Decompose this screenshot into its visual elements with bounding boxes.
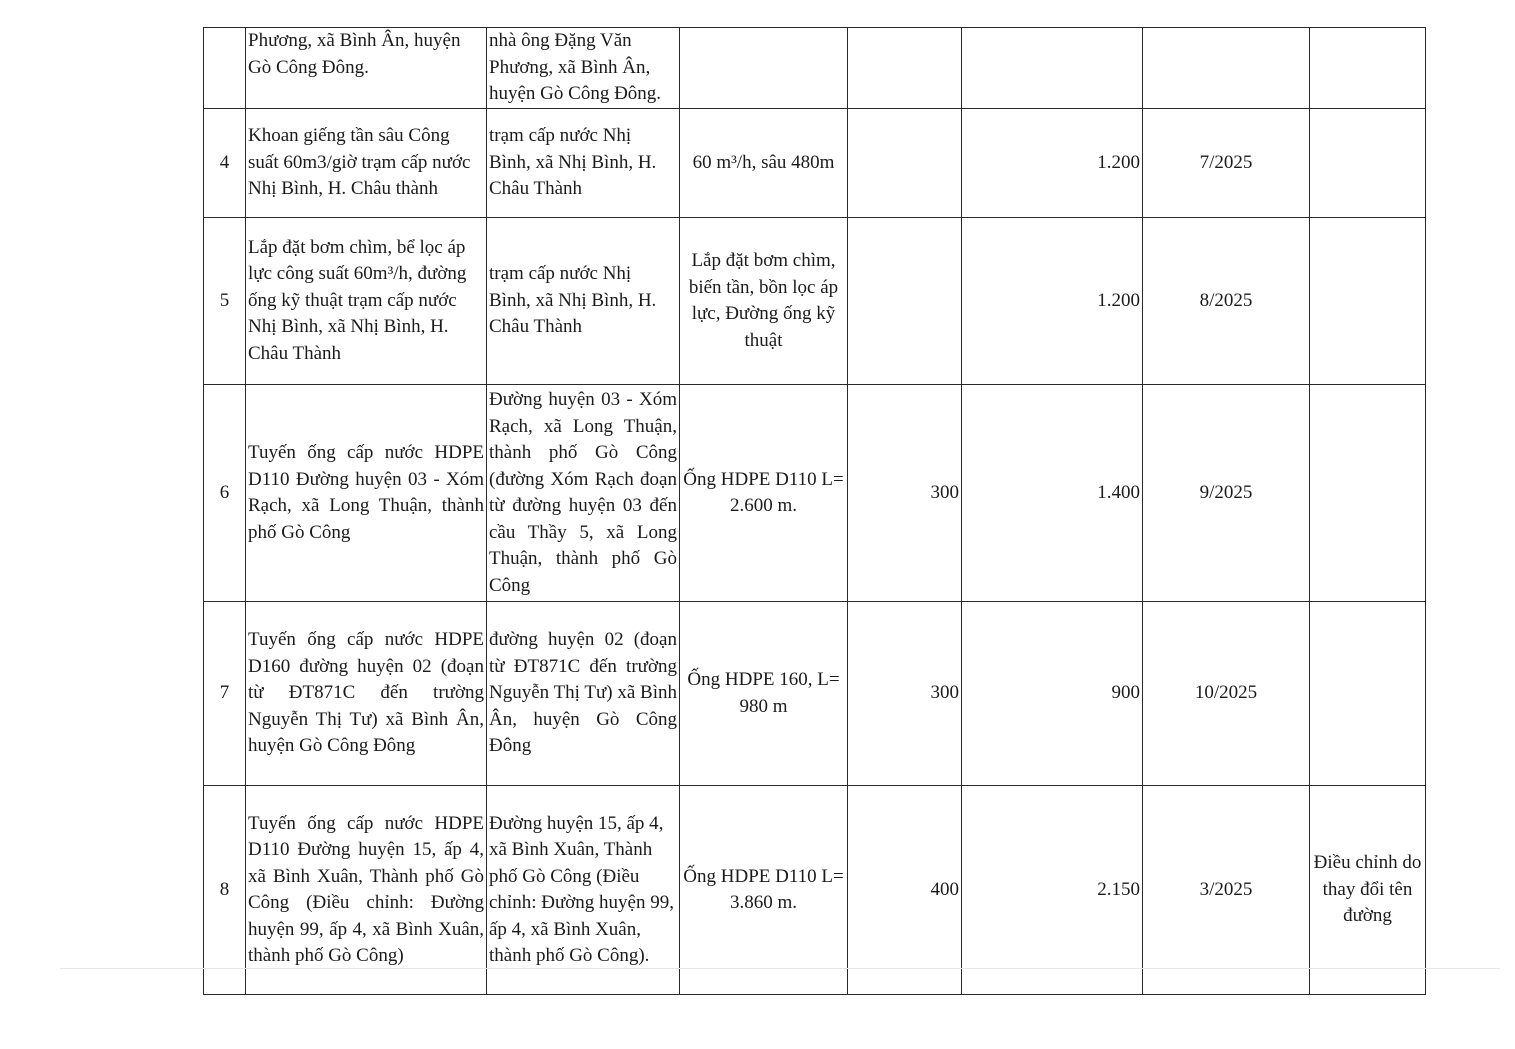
row-number-cell: 7 bbox=[204, 602, 246, 786]
row-number-cell bbox=[204, 28, 246, 109]
table-row bbox=[204, 786, 1426, 995]
table-row bbox=[204, 385, 1426, 602]
capital-cell: 1.200 bbox=[962, 218, 1143, 385]
location-cell: nhà ông Đặng Văn Phương, xã Bình Ân, huyện Gò Công Đông. bbox=[487, 28, 680, 109]
row-number-cell: 4 bbox=[204, 109, 246, 218]
scan-artifact-line bbox=[60, 968, 1500, 969]
project-name-cell: Phương, xã Bình Ân, huyện Gò Công Đông. bbox=[246, 28, 487, 109]
scale-cell: Ống HDPE 160, L= 980 m bbox=[680, 602, 848, 786]
location-cell: Đường huyện 03 - Xóm Rạch, xã Long Thuận, thành phố Gò Công (đường Xóm Rạch đoạn từ đường huyện 03 đến cầu Thầy 5, xã Long Thuận, thành phố Gò Công bbox=[487, 385, 680, 602]
row-number-cell: 8 bbox=[204, 786, 246, 995]
project-name-cell: Tuyến ống cấp nước HDPE D110 Đường huyện 15, ấp 4, xã Bình Xuân, Thành phố Gò Công (Điều chỉnh: Đường huyện 99, ấp 4, xã Bình Xuân, thành phố Gò Công) bbox=[246, 786, 487, 995]
scale-cell: 60 m³/h, sâu 480m bbox=[680, 109, 848, 218]
note-cell bbox=[1310, 109, 1426, 218]
value-cell bbox=[848, 28, 962, 109]
table-row bbox=[204, 218, 1426, 385]
table-row bbox=[204, 28, 1426, 109]
capital-cell: 900 bbox=[962, 602, 1143, 786]
project-name-cell: Tuyến ống cấp nước HDPE D160 đường huyện 02 (đoạn từ ĐT871C đến trường Nguyễn Thị Tư) xã Bình Ân, huyện Gò Công Đông bbox=[246, 602, 487, 786]
time-cell: 10/2025 bbox=[1143, 602, 1310, 786]
note-cell: Điều chỉnh do thay đổi tên đường bbox=[1310, 786, 1426, 995]
scale-cell: Ống HDPE D110 L= 2.600 m. bbox=[680, 385, 848, 602]
time-cell bbox=[1143, 28, 1310, 109]
note-cell bbox=[1310, 385, 1426, 602]
capital-cell: 2.150 bbox=[962, 786, 1143, 995]
location-cell: trạm cấp nước Nhị Bình, xã Nhị Bình, H. Châu Thành bbox=[487, 109, 680, 218]
note-cell bbox=[1310, 28, 1426, 109]
table-row bbox=[204, 602, 1426, 786]
project-name-cell: Tuyến ống cấp nước HDPE D110 Đường huyện 03 - Xóm Rạch, xã Long Thuận, thành phố Gò Công bbox=[246, 385, 487, 602]
location-cell: đường huyện 02 (đoạn từ ĐT871C đến trường Nguyễn Thị Tư) xã Bình Ân, huyện Gò Công Đông bbox=[487, 602, 680, 786]
time-cell: 9/2025 bbox=[1143, 385, 1310, 602]
value-cell bbox=[848, 109, 962, 218]
table-row bbox=[204, 109, 1426, 218]
value-cell bbox=[848, 218, 962, 385]
scale-cell bbox=[680, 28, 848, 109]
capital-cell: 1.200 bbox=[962, 109, 1143, 218]
project-name-cell: Khoan giếng tần sâu Công suất 60m3/giờ trạm cấp nước Nhị Bình, H. Châu thành bbox=[246, 109, 487, 218]
row-number-cell: 6 bbox=[204, 385, 246, 602]
time-cell: 8/2025 bbox=[1143, 218, 1310, 385]
capital-cell bbox=[962, 28, 1143, 109]
time-cell: 3/2025 bbox=[1143, 786, 1310, 995]
location-cell: Đường huyện 15, ấp 4, xã Bình Xuân, Thành phố Gò Công (Điều chỉnh: Đường huyện 99, ấp 4, xã Bình Xuân, thành phố Gò Công). bbox=[487, 786, 680, 995]
capital-cell: 1.400 bbox=[962, 385, 1143, 602]
row-number-cell: 5 bbox=[204, 218, 246, 385]
location-cell: trạm cấp nước Nhị Bình, xã Nhị Bình, H. Châu Thành bbox=[487, 218, 680, 385]
project-name-cell: Lắp đặt bơm chìm, bể lọc áp lực công suất 60m³/h, đường ống kỹ thuật trạm cấp nước Nhị Bình, xã Nhị Bình, H. Châu Thành bbox=[246, 218, 487, 385]
scale-cell: Ống HDPE D110 L= 3.860 m. bbox=[680, 786, 848, 995]
project-table bbox=[203, 27, 1426, 995]
note-cell bbox=[1310, 602, 1426, 786]
value-cell: 300 bbox=[848, 385, 962, 602]
value-cell: 400 bbox=[848, 786, 962, 995]
value-cell: 300 bbox=[848, 602, 962, 786]
scale-cell: Lắp đặt bơm chìm, biến tần, bồn lọc áp lực, Đường ống kỹ thuật bbox=[680, 218, 848, 385]
note-cell bbox=[1310, 218, 1426, 385]
time-cell: 7/2025 bbox=[1143, 109, 1310, 218]
